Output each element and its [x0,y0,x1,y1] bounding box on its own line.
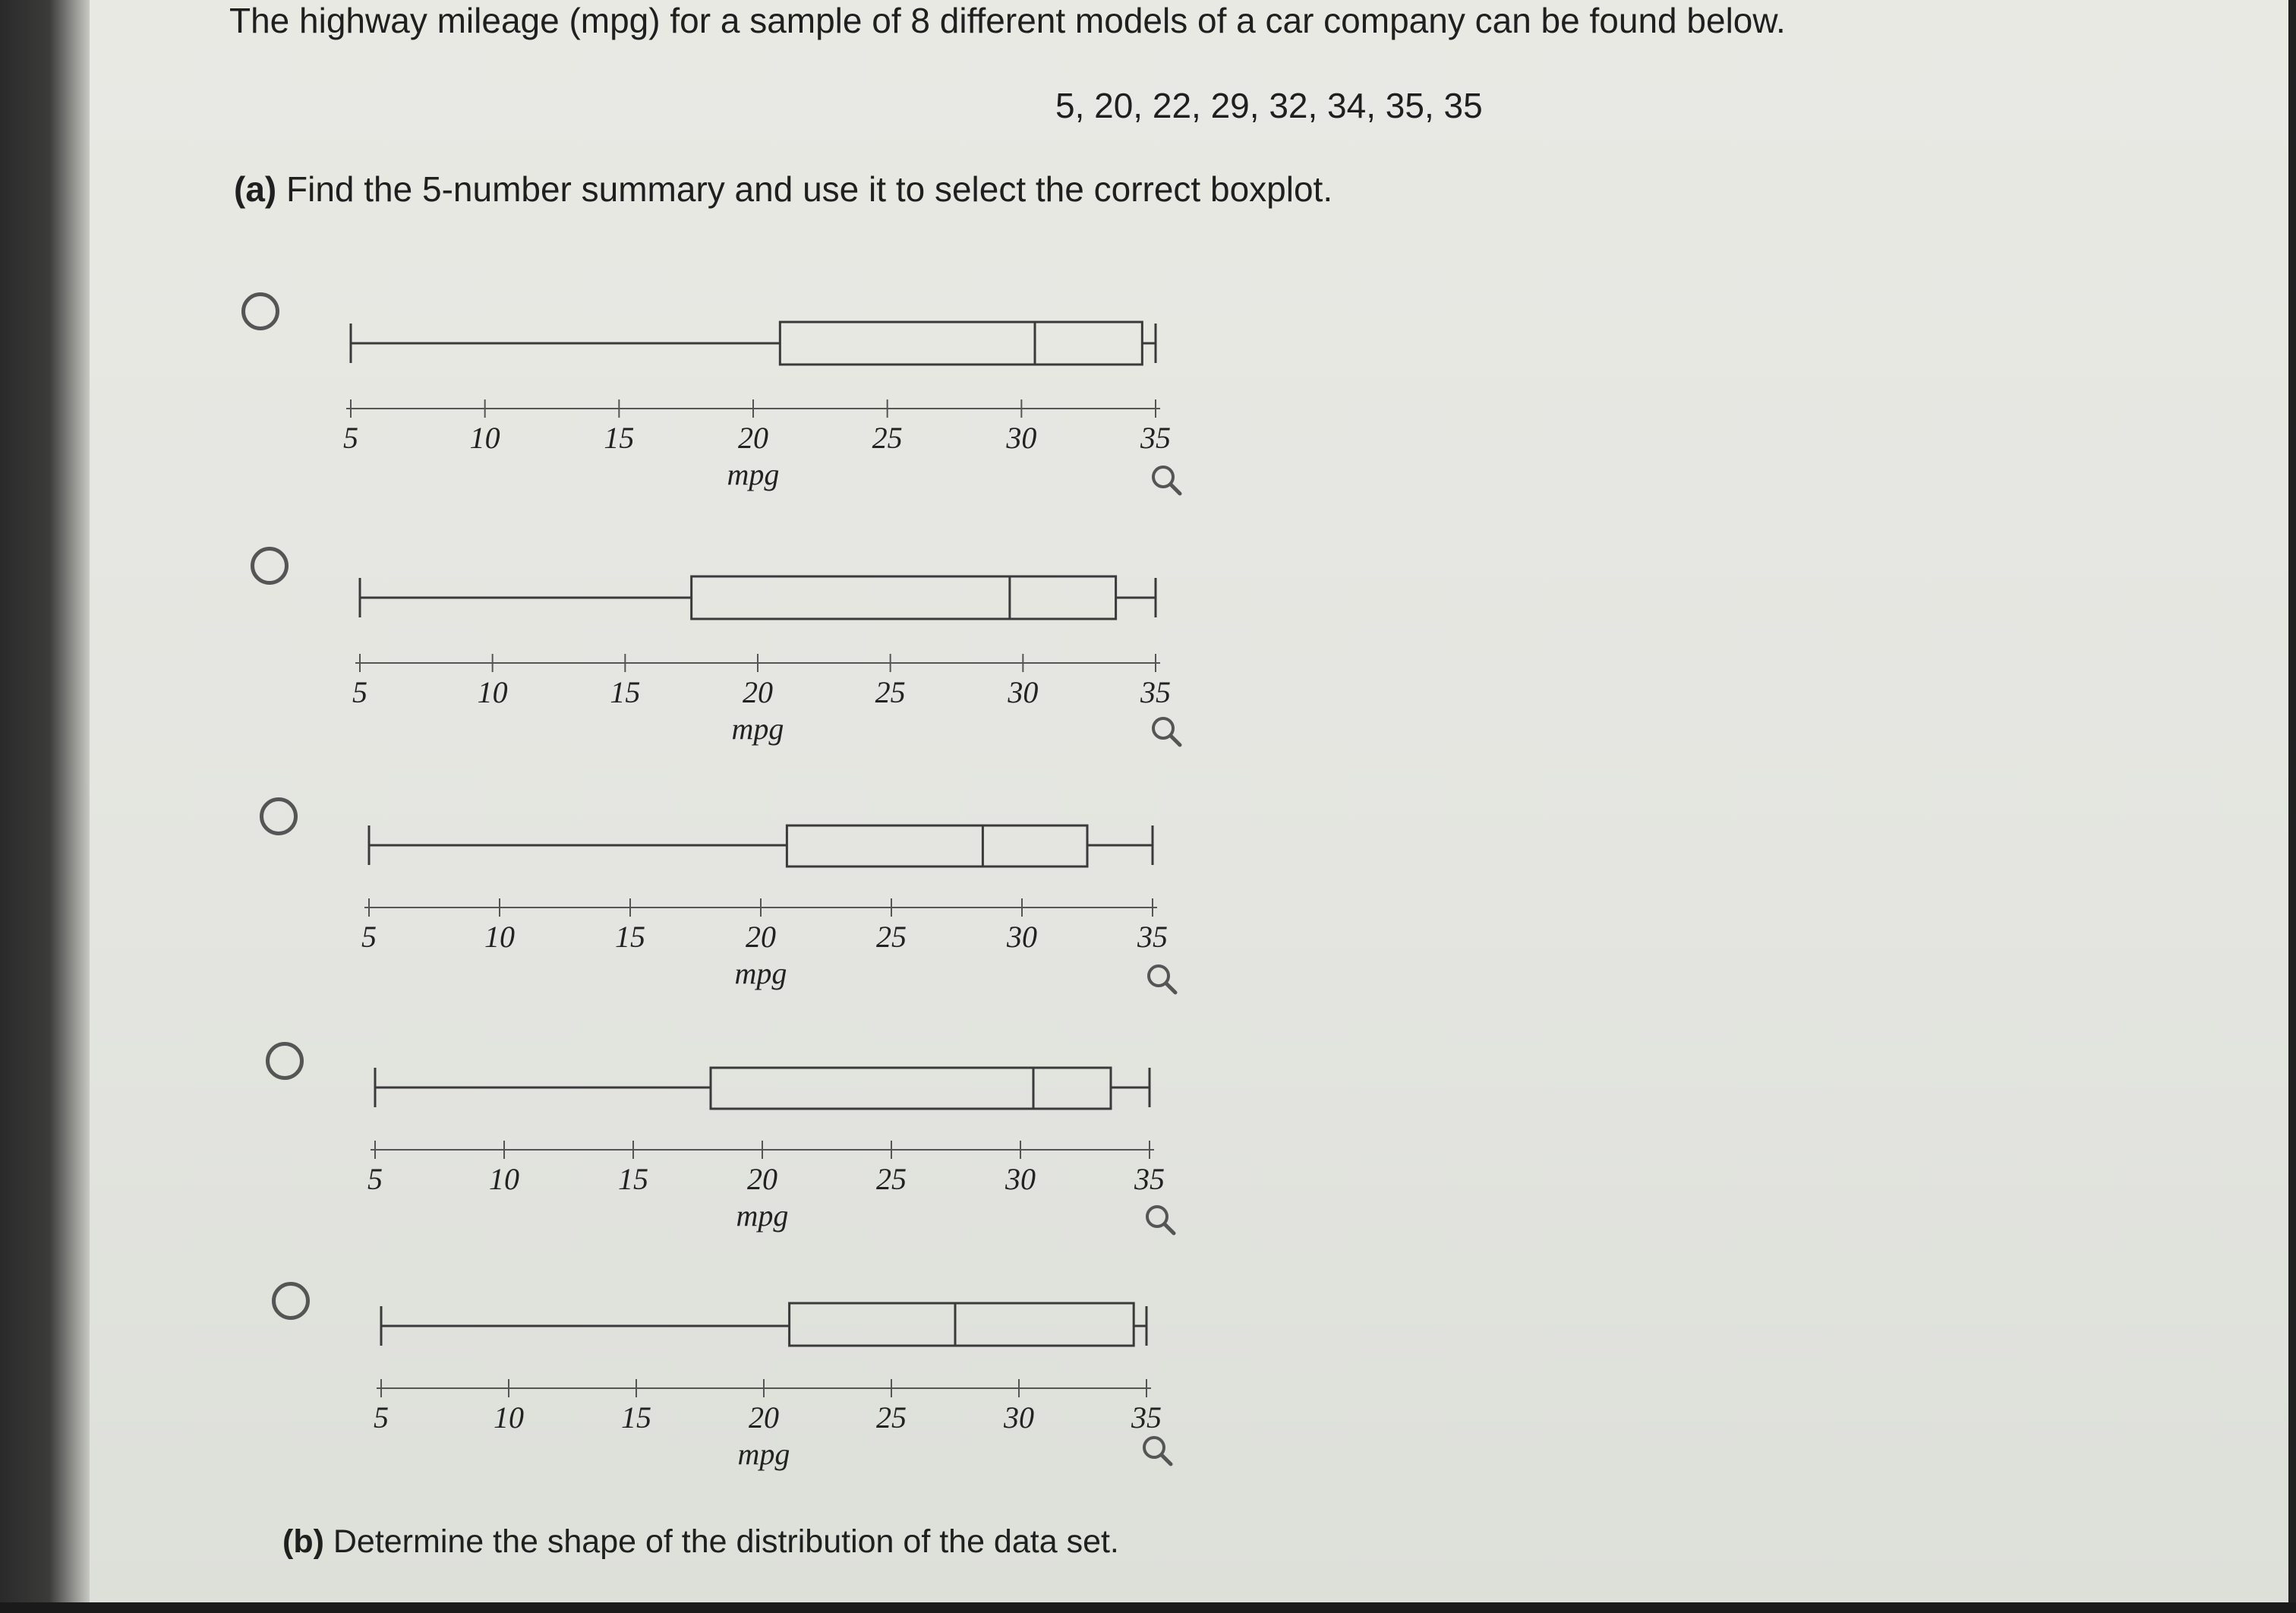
magnifier-icon[interactable] [1153,467,1180,494]
x-tick-label: 15 [610,675,641,709]
part-a-text: Find the 5-number summary and use it to select the correct boxplot. [276,169,1333,209]
part-a-instruction [234,169,1332,210]
magnifier-icon[interactable] [1147,1207,1174,1233]
boxplot-option-4[interactable] [0,1034,1291,1285]
x-tick-label: 30 [1006,421,1037,455]
boxplot-chart [0,543,1291,794]
boxplot-chart [0,794,1291,1044]
x-tick-label: 25 [876,1400,907,1435]
x-tick-label: 25 [875,675,906,709]
x-tick-label: 35 [1137,920,1168,954]
magnifier-handle [1162,1455,1171,1464]
part-b-instruction [282,1523,1119,1561]
boxplot-chart [0,1034,1291,1285]
x-axis-label: mpg [737,1437,790,1471]
x-tick-label: 20 [749,1400,779,1435]
magnifier-icon[interactable] [1149,966,1175,993]
x-axis-label: mpg [734,956,787,990]
x-tick-label: 15 [604,421,635,455]
right-bezel [2288,0,2296,1613]
x-tick-label: 20 [747,1162,777,1196]
magnifier-handle [1171,485,1180,494]
problem-statement: The highway mileage (mpg) for a sample of 8 different models of a car company can be found below. [229,1,1786,40]
boxplot-chart [0,289,1291,539]
x-tick-label: 10 [489,1162,519,1196]
iqr-box [692,576,1116,619]
x-tick-label: 35 [1140,421,1171,455]
x-tick-label: 15 [621,1400,651,1435]
x-tick-label: 5 [374,1400,389,1435]
part-a-label: (a) [234,169,277,209]
x-tick-label: 25 [876,920,907,954]
x-tick-label: 10 [494,1400,524,1435]
bottom-bezel [0,1602,2296,1613]
x-tick-label: 20 [743,675,773,709]
boxplot-option-2[interactable] [0,543,1291,794]
x-tick-label: 10 [484,920,515,954]
magnifier-handle [1166,983,1175,993]
boxplot-chart [0,1271,1291,1522]
magnifier-icon[interactable] [1153,718,1180,745]
boxplot-option-3[interactable] [0,794,1291,1044]
magnifier-handle [1171,736,1180,745]
x-tick-label: 30 [1004,1400,1034,1435]
magnifier-icon[interactable] [1144,1438,1171,1464]
x-tick-label: 5 [361,920,377,954]
x-tick-label: 30 [1005,1162,1036,1196]
iqr-box [780,322,1142,365]
x-tick-label: 25 [876,1162,907,1196]
x-tick-label: 20 [746,920,776,954]
part-b-label: (b) [282,1523,324,1560]
boxplot-option-5[interactable] [0,1271,1291,1522]
x-tick-label: 15 [618,1162,648,1196]
x-axis-label: mpg [727,457,780,491]
iqr-box [787,825,1087,866]
iqr-box [790,1303,1134,1346]
x-tick-label: 35 [1140,675,1171,709]
x-tick-label: 5 [367,1162,383,1196]
x-tick-label: 10 [477,675,508,709]
iqr-box [711,1068,1111,1109]
data-values: 5, 20, 22, 29, 32, 34, 35, 35 [1055,86,1483,125]
x-tick-label: 35 [1134,1162,1165,1196]
x-axis-label: mpg [731,712,784,746]
x-tick-label: 30 [1008,675,1039,709]
x-tick-label: 5 [343,421,358,455]
x-tick-label: 15 [615,920,645,954]
magnifier-handle [1165,1224,1174,1233]
x-tick-label: 30 [1007,920,1037,954]
x-tick-label: 5 [352,675,367,709]
x-tick-label: 10 [469,421,500,455]
x-tick-label: 20 [738,421,768,455]
x-tick-label: 35 [1131,1400,1162,1435]
boxplot-option-1[interactable] [0,289,1291,539]
x-tick-label: 25 [872,421,903,455]
part-b-text: Determine the shape of the distribution of the data set. [323,1523,1119,1560]
x-axis-label: mpg [736,1198,789,1233]
